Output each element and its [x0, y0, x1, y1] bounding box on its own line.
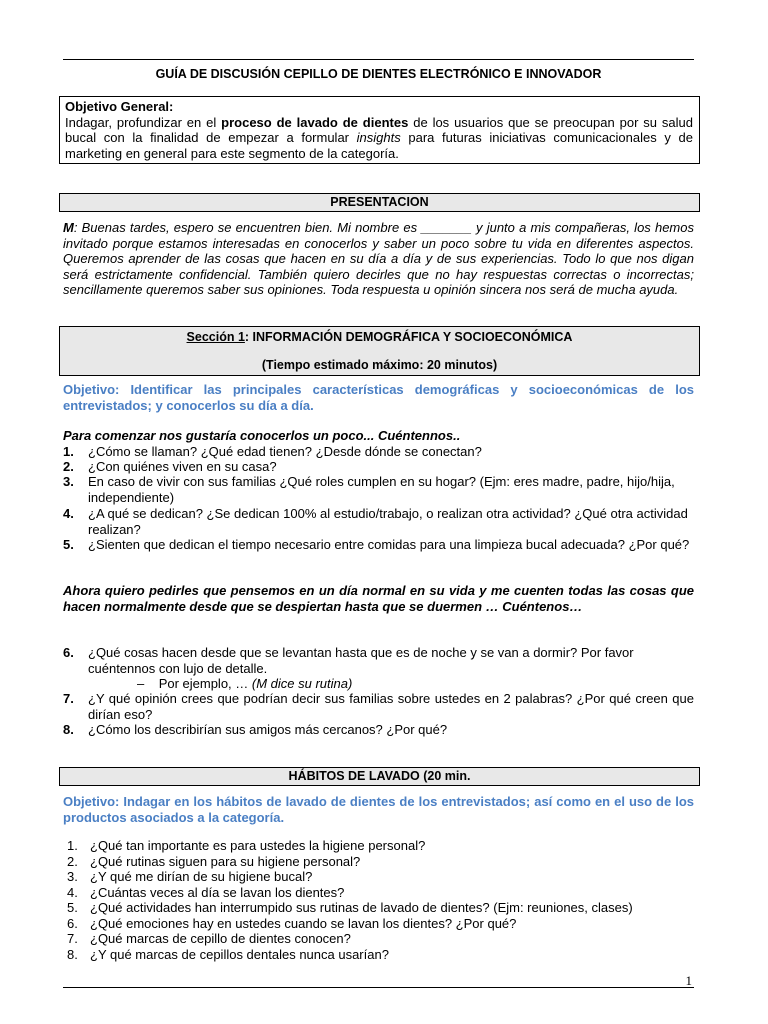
bottom-rule	[63, 987, 694, 988]
question-item: 1. ¿Cómo se llaman? ¿Qué edad tienen? ¿Desde dónde se conectan?	[63, 444, 482, 459]
question-item: 8. ¿Y qué marcas de cepillos dentales nunca usarían?	[67, 947, 389, 962]
presentacion-header: PRESENTACION	[59, 193, 700, 212]
seccion1-objetivo: Objetivo: Identificar las principales características demográficas y socioeconómicas de los entrevistados; y conocerlos su día a día.	[63, 382, 694, 413]
presentacion-text: M: Buenas tardes, espero se encuentren bien. Mi nombre es _______ y junto a mis compañeras, los hemos invitado porque estamos interesadas en conocerlos y saber un poco sobre tu vida en diferentes aspectos. Queremos aprender de las cosas que hacen en su día a día y de sus experiencias. Todo lo que nos digan será estrictamente confidencial. También quiero decirles que no hay respuestas correctas o incorrectas; sencillamente queremos saber sus opiniones. Toda respuesta u opinión sincera nos será de mucha ayuda.	[63, 220, 694, 297]
question-item: 4. ¿Cuántas veces al día se lavan los dientes?	[67, 885, 345, 900]
seccion1-time: (Tiempo estimado máximo: 20 minutos)	[261, 358, 498, 372]
question-item: 7. ¿Qué marcas de cepillo de dientes conocen?	[67, 931, 351, 946]
seccion1-intro2: Ahora quiero pedirles que pensemos en un día normal en su vida y me cuenten todas las cosas que hacen normalmente desde que se despiertan hasta que se duermen … Cuéntenos…	[63, 583, 694, 614]
habitos-objetivo: Objetivo: Indagar en los hábitos de lavado de dientes de los entrevistados; así como en el uso de los productos asociados a la categoría.	[63, 794, 694, 825]
page-number: 1	[685, 973, 692, 988]
question-item: 2. ¿Qué rutinas siguen para su higiene personal?	[67, 854, 361, 869]
question-item: 2. ¿Con quiénes viven en su casa?	[63, 459, 277, 474]
question-item: 6. ¿Qué emociones hay en ustedes cuando se lavan los dientes? ¿Por qué?	[67, 916, 517, 931]
question-subitem: – Por ejemplo, … (M dice su rutina)	[137, 676, 353, 691]
question-item: 6. ¿Qué cosas hacen desde que se levantan hasta que es de noche y se van a dormir? Por favor cuéntennos con lujo de detalle.	[63, 645, 634, 676]
top-rule	[63, 59, 694, 60]
objetivo-general-box	[59, 96, 700, 164]
seccion1-header: Sección 1: INFORMACIÓN DEMOGRÁFICA Y SOCIOECONÓMICA (Tiempo estimado máximo: 20 minutos)	[59, 326, 700, 376]
question-item: 3. En caso de vivir con sus familias ¿Qué roles cumplen en su hogar? (Ejm: eres madre, padre, hijo/hija, independiente)	[63, 474, 675, 505]
seccion1-intro1: Para comenzar nos gustaría conocerlos un poco... Cuéntennos..	[63, 428, 461, 443]
question-item: 3. ¿Y qué me dirían de su higiene bucal?	[67, 869, 313, 884]
question-item: 5. ¿Sienten que dedican el tiempo necesario entre comidas para una limpieza bucal adecuada? ¿Por qué?	[63, 537, 690, 552]
objetivo-general-text: Indagar, profundizar en el proceso de lavado de dientes de los usuarios que se preocupan por su salud bucal con la finalidad de empezar a formular insights para futuras iniciativas comunicacionales y de marketing en general para este segmento de la categoría.	[65, 114, 693, 161]
document-title: GUÍA DE DISCUSIÓN CEPILLO DE DIENTES ELECTRÓNICO E INNOVADOR	[155, 67, 602, 81]
question-item: 8. ¿Cómo los describirían sus amigos más cercanos? ¿Por qué?	[63, 722, 448, 737]
question-item: 4. ¿A qué se dedican? ¿Se dedican 100% al estudio/trabajo, o realizan otra actividad? ¿Qué otra actividad realizan?	[63, 506, 688, 537]
question-item: 7. ¿Y qué opinión crees que podrían decir sus familias sobre ustedes en 2 palabras? ¿Por qué creen que dirían eso?	[63, 691, 694, 722]
question-item: 1. ¿Qué tan importante es para ustedes la higiene personal?	[67, 838, 426, 853]
habitos-header: HÁBITOS DE LAVADO (20 min.	[59, 767, 700, 786]
objetivo-general-label: Objetivo General:	[65, 99, 174, 114]
question-item: 5. ¿Qué actividades han interrumpido sus rutinas de lavado de dientes? (Ejm: reuniones, clases)	[67, 900, 633, 915]
